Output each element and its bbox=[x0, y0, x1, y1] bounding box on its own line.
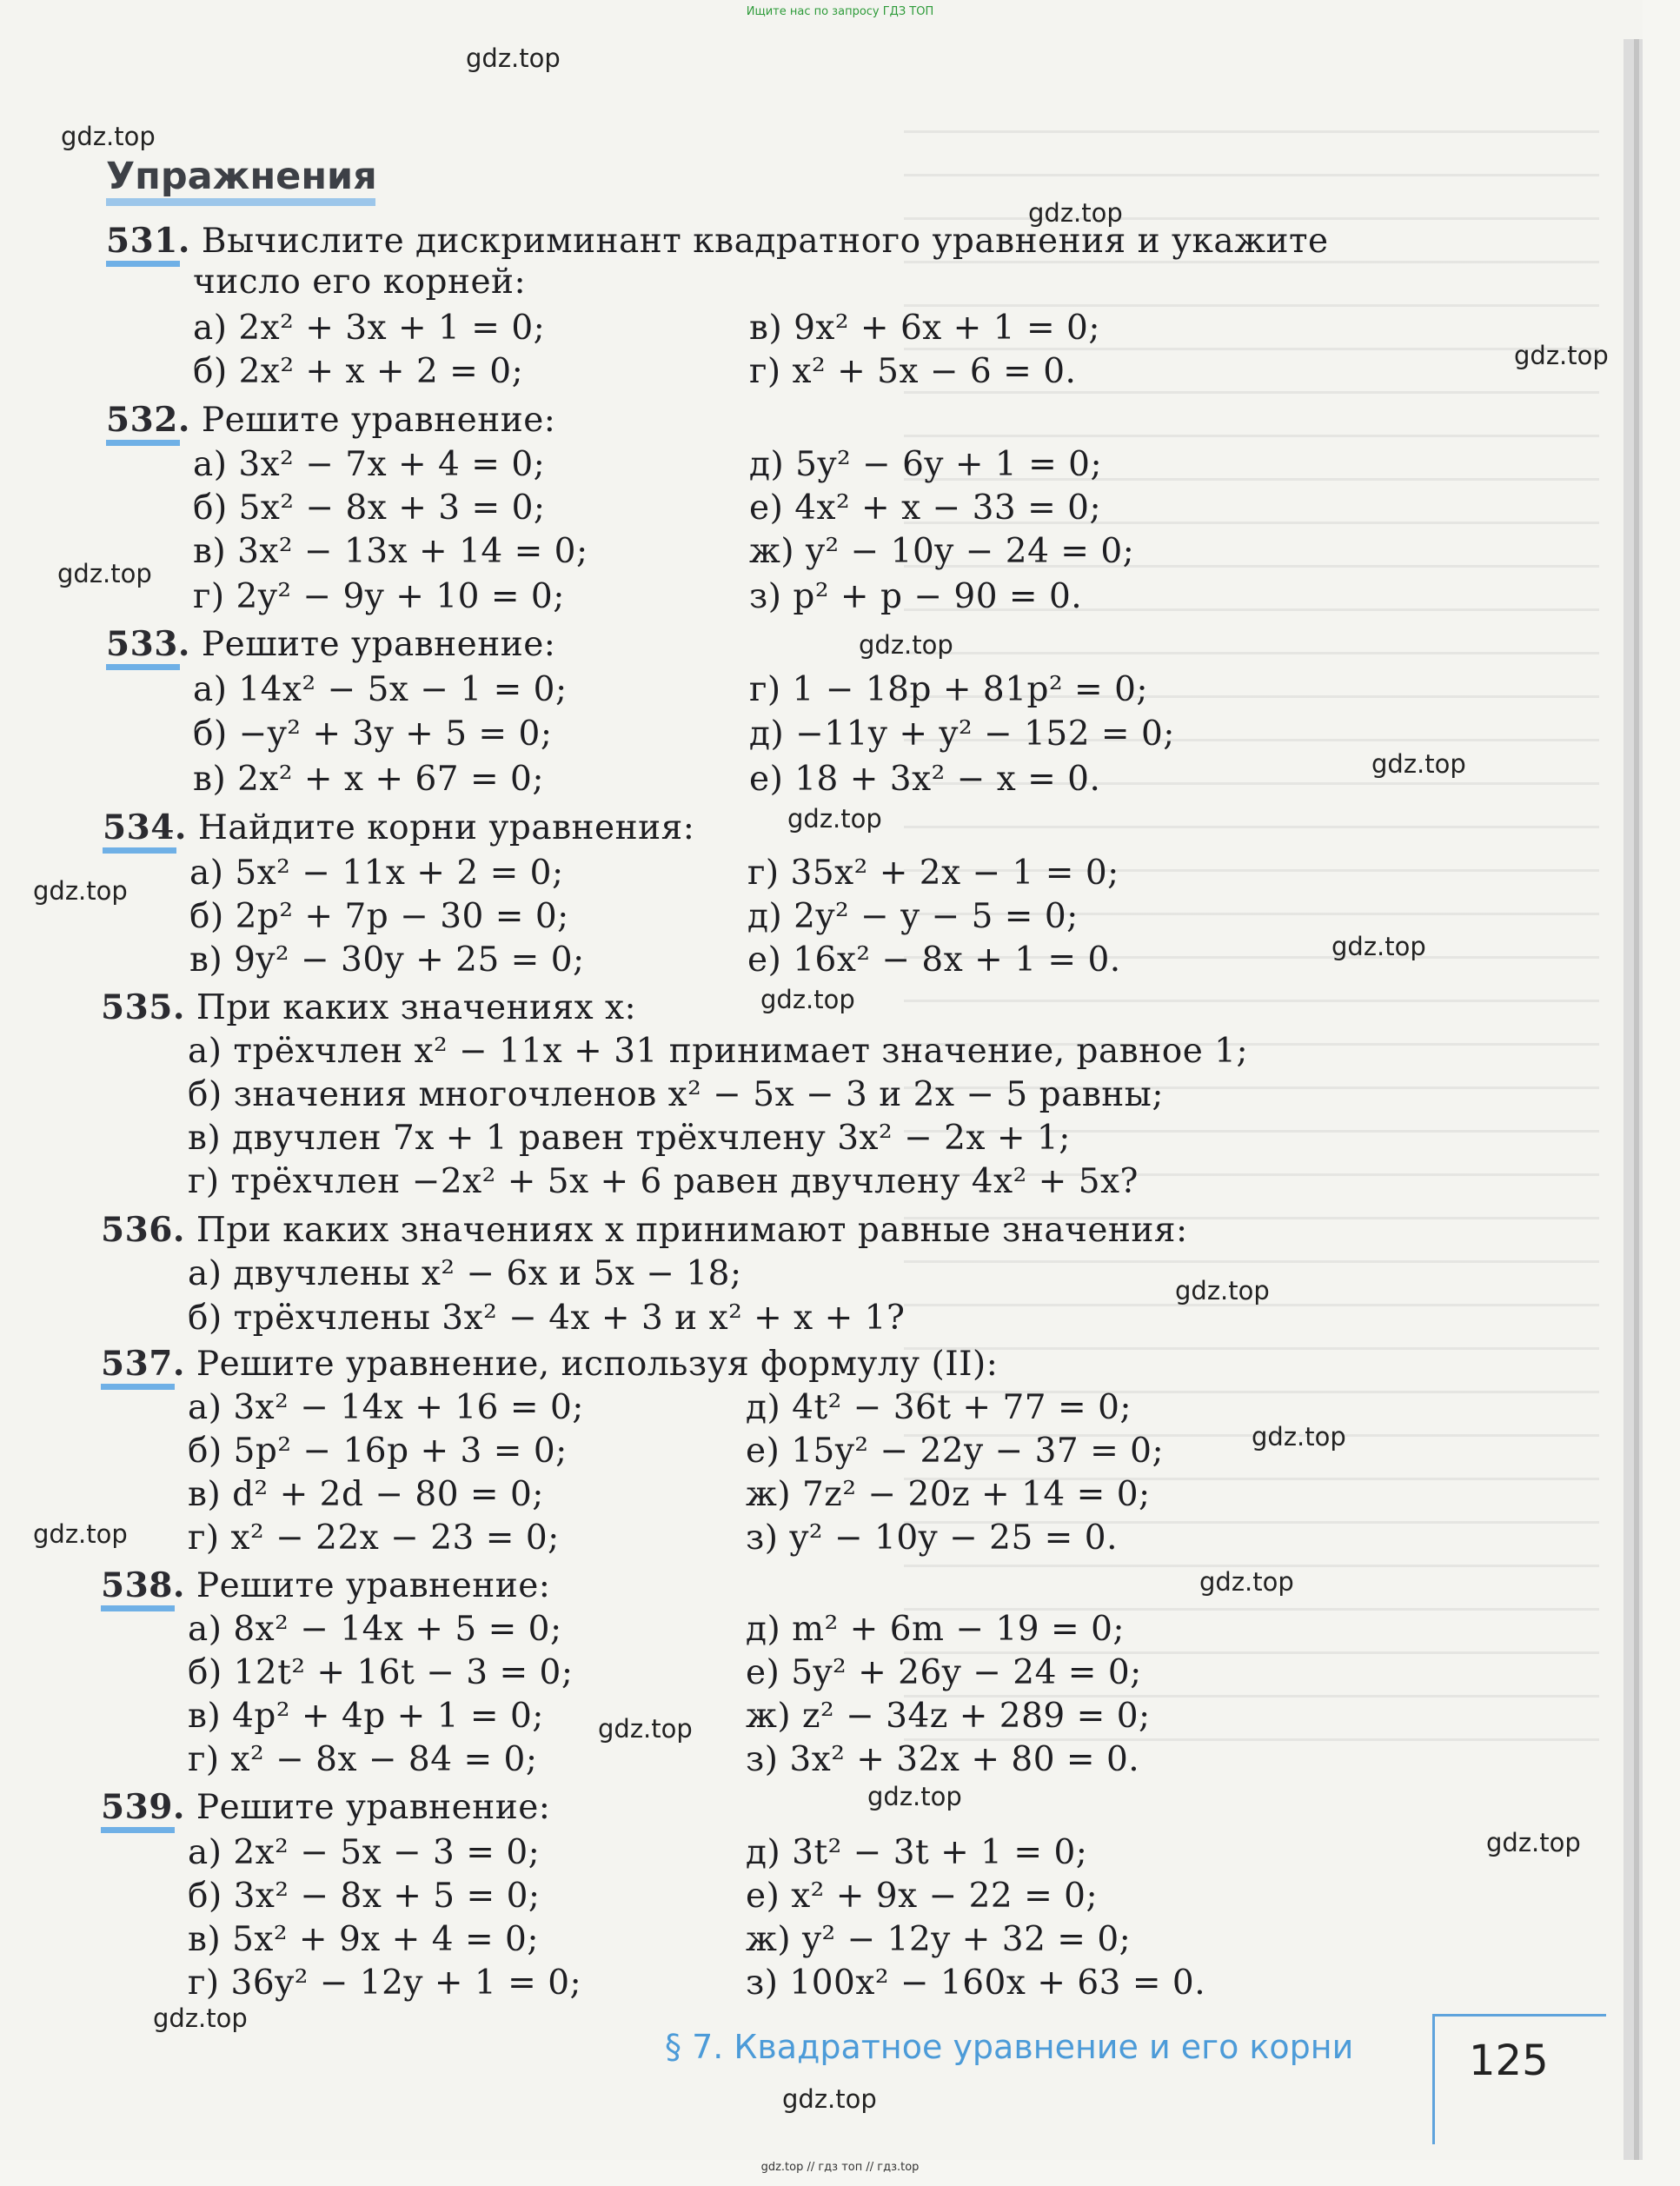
number-underline bbox=[101, 1827, 175, 1833]
watermark: gdz.top bbox=[760, 985, 855, 1014]
equation: е) 18 + 3x² − x = 0. bbox=[749, 760, 1101, 799]
equation: е) 15y² − 22y − 37 = 0; bbox=[746, 1432, 1165, 1471]
equation: а) 2x² + 3x + 1 = 0; bbox=[193, 309, 546, 348]
equation: б) 12t² + 16t − 3 = 0; bbox=[188, 1653, 574, 1692]
watermark: gdz.top bbox=[1514, 341, 1609, 370]
watermark: gdz.top bbox=[859, 630, 953, 660]
exercise-533-title: 533. Решите уравнение: bbox=[106, 624, 556, 664]
watermark: gdz.top bbox=[57, 559, 152, 588]
equation: д) 2y² − y − 5 = 0; bbox=[747, 897, 1079, 936]
exercise-number: 534. bbox=[103, 807, 187, 847]
equation: б) 2p² + 7p − 30 = 0; bbox=[189, 897, 569, 936]
equation: б) 5x² − 8x + 3 = 0; bbox=[193, 488, 546, 528]
exercise-number: 535. bbox=[101, 987, 185, 1027]
exercise-532-title: 532. Решите уравнение: bbox=[106, 400, 556, 440]
equation: б) 5p² − 16p + 3 = 0; bbox=[188, 1432, 568, 1471]
exercise-531-title: 531. Вычислите дискриминант квадратного уравнения и укажите bbox=[106, 221, 1329, 261]
exercise-number: 537. bbox=[101, 1344, 185, 1384]
exercise-535-title: 535. При каких значениях x: bbox=[101, 987, 637, 1027]
heading-underline bbox=[106, 198, 375, 206]
watermark: gdz.top bbox=[1175, 1276, 1270, 1306]
equation: в) 3x² − 13x + 14 = 0; bbox=[193, 532, 588, 571]
task-item: б) значения многочленов x² − 5x − 3 и 2x − 5 равны; bbox=[188, 1075, 1164, 1114]
top-note: Ищите нас по запросу ГДЗ ТОП bbox=[746, 5, 934, 18]
page-spine-shadow bbox=[1634, 39, 1639, 2160]
equation: в) 9y² − 30y + 25 = 0; bbox=[189, 940, 585, 980]
number-underline bbox=[101, 1605, 175, 1611]
equation: в) 2x² + x + 67 = 0; bbox=[193, 760, 544, 799]
equation: б) 3x² − 8x + 5 = 0; bbox=[188, 1877, 541, 1916]
exercise-538-title: 538. Решите уравнение: bbox=[101, 1565, 551, 1605]
equation: в) 9x² + 6x + 1 = 0; bbox=[749, 309, 1100, 348]
watermark: gdz.top bbox=[33, 1519, 128, 1549]
equation: в) 5x² + 9x + 4 = 0; bbox=[188, 1920, 539, 1959]
exercise-537-title: 537. Решите уравнение, используя формулу (II): bbox=[101, 1344, 999, 1384]
equation: д) m² + 6m − 19 = 0; bbox=[746, 1610, 1126, 1649]
equation: г) 2y² − 9y + 10 = 0; bbox=[193, 577, 565, 616]
equation: в) d² + 2d − 80 = 0; bbox=[188, 1475, 544, 1514]
exercise-number: 532. bbox=[106, 400, 190, 440]
watermark: gdz.top bbox=[466, 43, 561, 73]
equation: ж) 7z² − 20z + 14 = 0; bbox=[746, 1475, 1151, 1514]
equation: а) 3x² − 7x + 4 = 0; bbox=[193, 445, 546, 484]
watermark: gdz.top bbox=[1199, 1567, 1294, 1597]
watermark: gdz.top bbox=[1028, 198, 1123, 228]
equation: д) 3t² − 3t + 1 = 0; bbox=[746, 1833, 1088, 1872]
equation: б) −y² + 3y + 5 = 0; bbox=[193, 714, 553, 754]
task-item: а) двучлены x² − 6x и 5x − 18; bbox=[188, 1254, 742, 1293]
equation: е) 4x² + x − 33 = 0; bbox=[749, 488, 1102, 528]
equation: г) 1 − 18p + 81p² = 0; bbox=[749, 670, 1149, 709]
section-heading: Упражнения bbox=[106, 155, 377, 198]
exercise-536-title: 536. При каких значениях x принимают равные значения: bbox=[101, 1210, 1188, 1250]
equation: г) 35x² + 2x − 1 = 0; bbox=[747, 854, 1119, 893]
watermark: gdz.top bbox=[598, 1714, 693, 1744]
equation: в) 4p² + 4p + 1 = 0; bbox=[188, 1697, 544, 1736]
equation: а) 5x² − 11x + 2 = 0; bbox=[189, 854, 564, 893]
equation: е) 5y² + 26y − 24 = 0; bbox=[746, 1653, 1142, 1692]
equation: г) x² − 22x − 23 = 0; bbox=[188, 1518, 560, 1558]
equation: з) y² − 10y − 25 = 0. bbox=[746, 1518, 1118, 1558]
equation: а) 14x² − 5x − 1 = 0; bbox=[193, 670, 568, 709]
equation: а) 8x² − 14x + 5 = 0; bbox=[188, 1610, 562, 1649]
equation: г) x² + 5x − 6 = 0. bbox=[749, 352, 1077, 391]
equation: з) p² + p − 90 = 0. bbox=[749, 577, 1083, 616]
equation: з) 3x² + 32x + 80 = 0. bbox=[746, 1740, 1140, 1779]
watermark: gdz.top bbox=[33, 876, 128, 906]
exercise-531-title-cont: число его корней: bbox=[193, 262, 527, 302]
equation: з) 100x² − 160x + 63 = 0. bbox=[746, 1963, 1206, 2003]
bottom-note: gdz.top // гдз топ // гдз.top bbox=[760, 2161, 920, 2174]
equation: г) 36y² − 12y + 1 = 0; bbox=[188, 1963, 582, 2003]
number-underline bbox=[103, 847, 176, 854]
exercise-534-title: 534. Найдите корни уравнения: bbox=[103, 807, 695, 847]
exercise-number: 533. bbox=[106, 624, 190, 664]
equation: б) 2x² + x + 2 = 0; bbox=[193, 352, 524, 391]
page-spine bbox=[1624, 39, 1643, 2160]
exercise-539-title: 539. Решите уравнение: bbox=[101, 1787, 551, 1827]
equation: д) 5y² − 6y + 1 = 0; bbox=[749, 445, 1103, 484]
watermark: gdz.top bbox=[1331, 932, 1426, 961]
number-underline bbox=[106, 261, 180, 267]
exercise-number: 539. bbox=[101, 1787, 185, 1827]
task-item: б) трёхчлены 3x² − 4x + 3 и x² + x + 1? bbox=[188, 1299, 906, 1338]
watermark: gdz.top bbox=[787, 804, 882, 834]
equation: ж) y² − 10y − 24 = 0; bbox=[749, 532, 1135, 571]
exercise-number: 536. bbox=[101, 1210, 185, 1250]
watermark: gdz.top bbox=[1371, 749, 1466, 779]
exercise-number: 538. bbox=[101, 1565, 185, 1605]
equation: д) −11y + y² − 152 = 0; bbox=[749, 714, 1175, 754]
number-underline bbox=[106, 440, 180, 446]
task-item: в) двучлен 7x + 1 равен трёхчлену 3x² − 2x + 1; bbox=[188, 1119, 1071, 1158]
task-item: г) трёхчлен −2x² + 5x + 6 равен двучлену 4x² + 5x? bbox=[188, 1162, 1139, 1201]
number-underline bbox=[101, 1384, 175, 1390]
number-underline bbox=[106, 664, 180, 670]
equation: е) x² + 9x − 22 = 0; bbox=[746, 1877, 1099, 1916]
equation: а) 3x² − 14x + 16 = 0; bbox=[188, 1388, 584, 1427]
footer-section-title: § 7. Квадратное уравнение и его корни bbox=[665, 2028, 1354, 2066]
watermark: gdz.top bbox=[1252, 1422, 1346, 1452]
watermark: gdz.top bbox=[867, 1782, 962, 1811]
task-item: а) трёхчлен x² − 11x + 31 принимает значение, равное 1; bbox=[188, 1032, 1249, 1071]
footer-rule bbox=[1432, 2014, 1435, 2144]
exercise-number: 531. bbox=[106, 221, 190, 261]
equation: ж) y² − 12y + 32 = 0; bbox=[746, 1920, 1132, 1959]
equation: е) 16x² − 8x + 1 = 0. bbox=[747, 940, 1121, 980]
equation: ж) z² − 34z + 289 = 0; bbox=[746, 1697, 1151, 1736]
footer-rule bbox=[1432, 2014, 1606, 2017]
equation: д) 4t² − 36t + 77 = 0; bbox=[746, 1388, 1132, 1427]
watermark: gdz.top bbox=[1486, 1828, 1581, 1857]
equation: г) x² − 8x − 84 = 0; bbox=[188, 1740, 538, 1779]
page-number: 125 bbox=[1469, 2037, 1549, 2085]
watermark: gdz.top bbox=[153, 2003, 248, 2033]
watermark: gdz.top bbox=[782, 2084, 877, 2114]
equation: а) 2x² − 5x − 3 = 0; bbox=[188, 1833, 541, 1872]
watermark: gdz.top bbox=[61, 122, 156, 151]
